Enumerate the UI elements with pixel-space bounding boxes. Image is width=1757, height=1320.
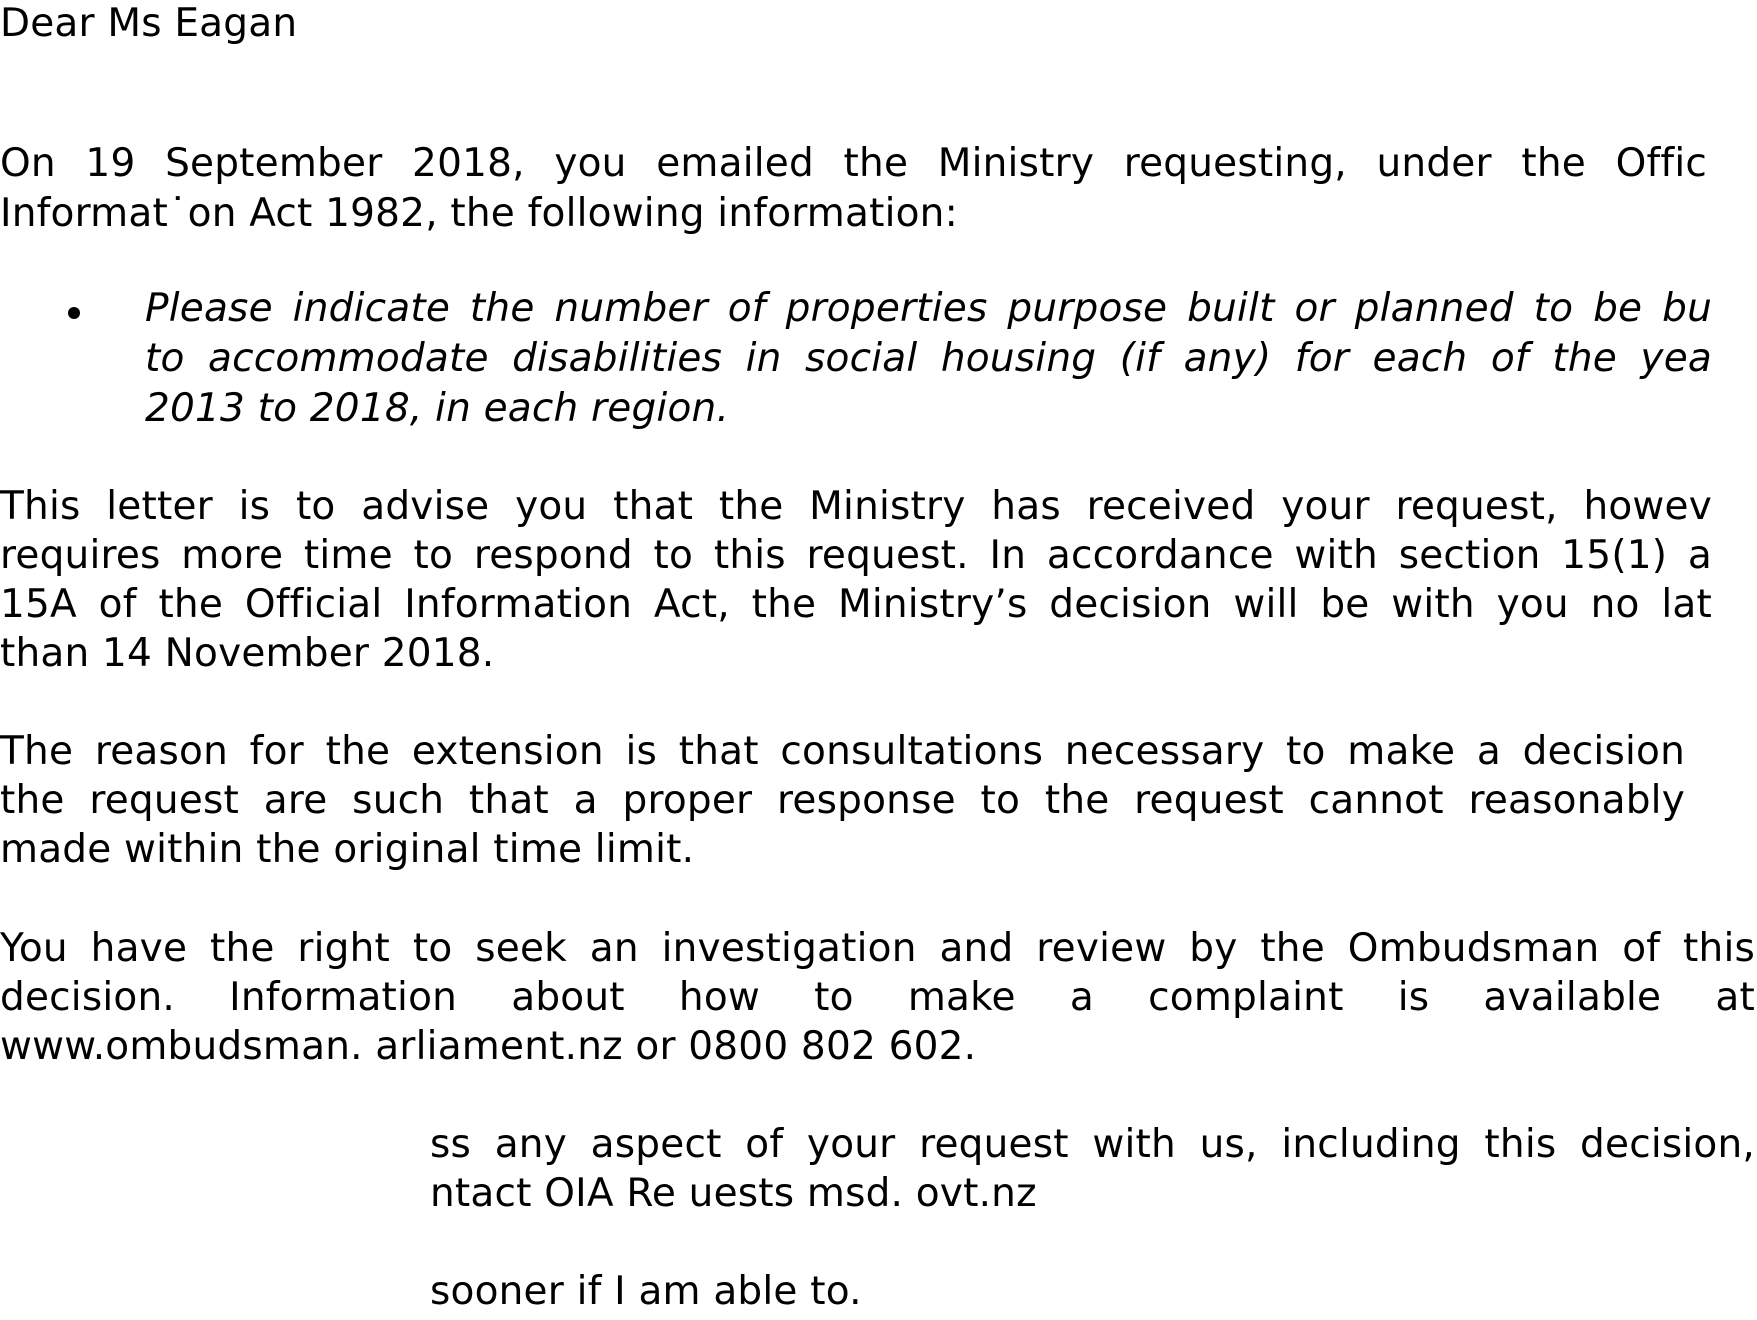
request-line-1: Please indicate the number of properties purpose built or planned to be bu — [145, 286, 1712, 331]
paragraph-2-line-2: requires more time to respond to this request. In accordance with section 15(1) a — [0, 533, 1712, 578]
salutation: Dear Ms Eagan — [0, 1, 298, 46]
paragraph-2-line-4: than 14 November 2018. — [0, 631, 495, 676]
paragraph-1-line-2: Informat˙on Act 1982, the following information: — [0, 191, 958, 236]
request-line-2: to accommodate disabilities in social housing (if any) for each of the yea — [145, 336, 1712, 381]
paragraph-5-line-1: ss any aspect of your request with us, including this decision, — [430, 1122, 1755, 1167]
paragraph-3-line-1: The reason for the extension is that consultations necessary to make a decision — [0, 729, 1685, 774]
paragraph-2-line-1: This letter is to advise you that the Ministry has received your request, howev — [0, 484, 1712, 529]
request-line-3: 2013 to 2018, in each region. — [145, 386, 730, 431]
paragraph-3-line-3: made within the original time limit. — [0, 827, 695, 872]
paragraph-3-line-2: the request are such that a proper response to the request cannot reasonably — [0, 778, 1685, 823]
paragraph-1-line-1: On 19 September 2018, you emailed the Ministry requesting, under the Offic — [0, 141, 1707, 186]
bullet-icon — [68, 307, 80, 319]
paragraph-5-line-2: ntact OIA Re uests msd. ovt.nz — [430, 1171, 1037, 1216]
paragraph-2-line-3: 15A of the Official Information Act, the Ministry’s decision will be with you no lat — [0, 582, 1712, 627]
paragraph-4-line-3: www.ombudsman. arliament.nz or 0800 802 602. — [0, 1024, 977, 1069]
paragraph-4-line-2: decision. Information about how to make a complaint is available at — [0, 975, 1755, 1020]
paragraph-6-line-1: sooner if I am able to. — [430, 1269, 862, 1314]
paragraph-4-line-1: You have the right to seek an investigation and review by the Ombudsman of this — [0, 926, 1755, 971]
